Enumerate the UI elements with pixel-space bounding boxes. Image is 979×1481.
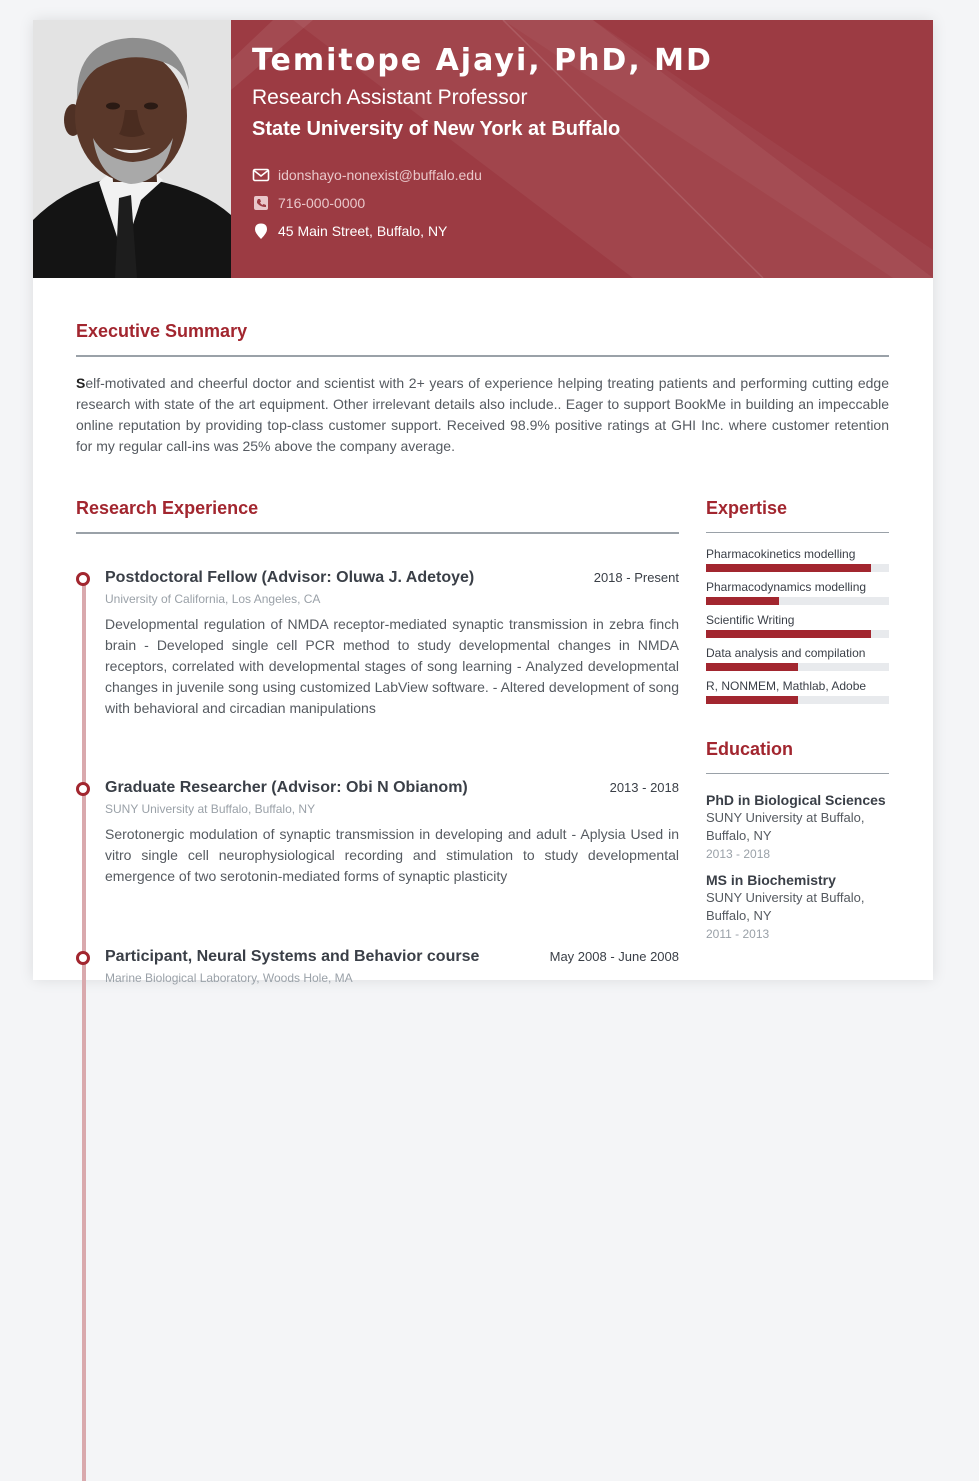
section-divider <box>76 355 889 357</box>
profile-photo <box>33 20 231 278</box>
years: 2011 - 2013 <box>706 927 770 941</box>
skill-bar <box>706 630 889 638</box>
school: SUNY University at Buffalo, Buffalo, NY <box>706 810 865 843</box>
skill-bar <box>706 663 889 671</box>
section-heading-education: Education <box>706 739 794 759</box>
skill-bar <box>706 564 889 572</box>
organization: State University of New York at Buffalo <box>252 118 621 140</box>
skill-name: Pharmacodynamics modelling <box>706 580 867 594</box>
portrait-illustration <box>33 20 231 278</box>
phone-text[interactable]: 716-000-0000 <box>278 195 366 211</box>
skill-fill <box>706 597 779 605</box>
contact-email[interactable] <box>252 161 912 189</box>
position-title: Participant, Neural Systems and Behavior course <box>105 948 480 965</box>
skill-fill <box>706 564 871 572</box>
summary-text: elf-motivated and cheerful doctor and scientist with 2+ years of experience helping treating patients and performing cutting edge research with state of the art equipment. Other irrelevant details also include.. Eager to support BookMe in building an impeccable online reputation by providing top-class customer support. Received 98.9% positive ratings at GHI Inc. where customer retention for my regular call-ins was 25% above the company average. <box>76 375 889 454</box>
skill-bar <box>706 597 889 605</box>
envelope-icon <box>252 166 270 184</box>
contact-address <box>252 217 912 245</box>
section-heading-expertise: Expertise <box>706 498 788 518</box>
skill-list <box>706 547 889 704</box>
skill-name: R, NONMEM, Mathlab, Adobe <box>706 679 867 693</box>
section-divider <box>76 532 679 534</box>
map-pin-icon <box>252 222 270 240</box>
timeline-dot <box>76 782 90 796</box>
position-dates: 2013 - 2018 <box>609 780 679 795</box>
education-list <box>706 791 889 943</box>
skill-item <box>706 613 889 638</box>
executive-summary-section <box>76 320 889 457</box>
skill-item <box>706 679 889 704</box>
timeline-dot <box>76 572 90 586</box>
resume-header <box>33 20 933 278</box>
header-text <box>252 42 912 245</box>
section-divider <box>706 532 889 533</box>
skill-name: Pharmacokinetics modelling <box>706 547 856 561</box>
position-title: Postdoctoral Fellow (Advisor: Oluwa J. Adetoye) <box>105 569 475 586</box>
degree: MS in Biochemistry <box>706 872 836 888</box>
education-entry <box>706 871 889 943</box>
position-location: University of California, Los Angeles, CA <box>105 592 321 606</box>
timeline-dot <box>76 951 90 965</box>
candidate-name: Temitope Ajayi, PhD, MD <box>252 43 713 78</box>
skill-bar <box>706 696 889 704</box>
school: SUNY University at Buffalo, Buffalo, NY <box>706 890 865 923</box>
contact-list <box>252 161 912 245</box>
summary-drop-letter: S <box>76 375 86 391</box>
position-description: Serotonergic modulation of synaptic transmission in developing and adult - Aplysia Used in vitro single cell neurophysiological recording and stimulation to study developmental emergence of two serotonin-mediated forms of synaptic plasticity <box>105 826 679 884</box>
research-experience-section <box>76 497 679 985</box>
resume-page <box>33 20 933 985</box>
section-divider <box>706 773 889 774</box>
skill-item <box>706 646 889 671</box>
address-text: 45 Main Street, Buffalo, NY <box>278 223 448 239</box>
skill-fill <box>706 696 798 704</box>
section-heading-summary: Executive Summary <box>76 321 248 341</box>
skill-fill <box>706 630 871 638</box>
summary-paragraph <box>76 373 889 457</box>
timeline-line <box>82 581 86 1481</box>
position-location: SUNY University at Buffalo, Buffalo, NY <box>105 802 316 816</box>
contact-phone[interactable] <box>252 189 912 217</box>
education-entry <box>706 791 889 863</box>
position-dates: 2018 - Present <box>593 570 679 585</box>
position-dates: May 2008 - June 2008 <box>549 949 679 964</box>
position-location: Marine Biological Laboratory, Woods Hole, MA <box>105 971 353 985</box>
email-text[interactable]: idonshayo-nonexist@buffalo.edu <box>278 167 482 183</box>
skill-name: Scientific Writing <box>706 613 795 627</box>
sidebar <box>706 497 889 943</box>
skill-name: Data analysis and compilation <box>706 646 866 660</box>
skill-item <box>706 580 889 605</box>
skill-fill <box>706 663 798 671</box>
years: 2013 - 2018 <box>706 847 771 861</box>
position-title: Graduate Researcher (Advisor: Obi N Obianom) <box>105 779 468 796</box>
job-title: Research Assistant Professor <box>252 86 528 109</box>
degree: PhD in Biological Sciences <box>706 792 886 808</box>
section-heading-experience: Research Experience <box>76 498 259 518</box>
position-description: Developmental regulation of NMDA receptor-mediated synaptic transmission in zebra finch brain - Developed single cell PCR method to study developmental changes in NMDA receptors, correlated with developmental stages of song learning - Analyzed developmental changes in juvenile song using customized LabView software. - Altered development of song with behavioral and circadian manipulations <box>105 616 679 716</box>
skill-item <box>706 547 889 572</box>
phone-icon <box>252 194 270 212</box>
